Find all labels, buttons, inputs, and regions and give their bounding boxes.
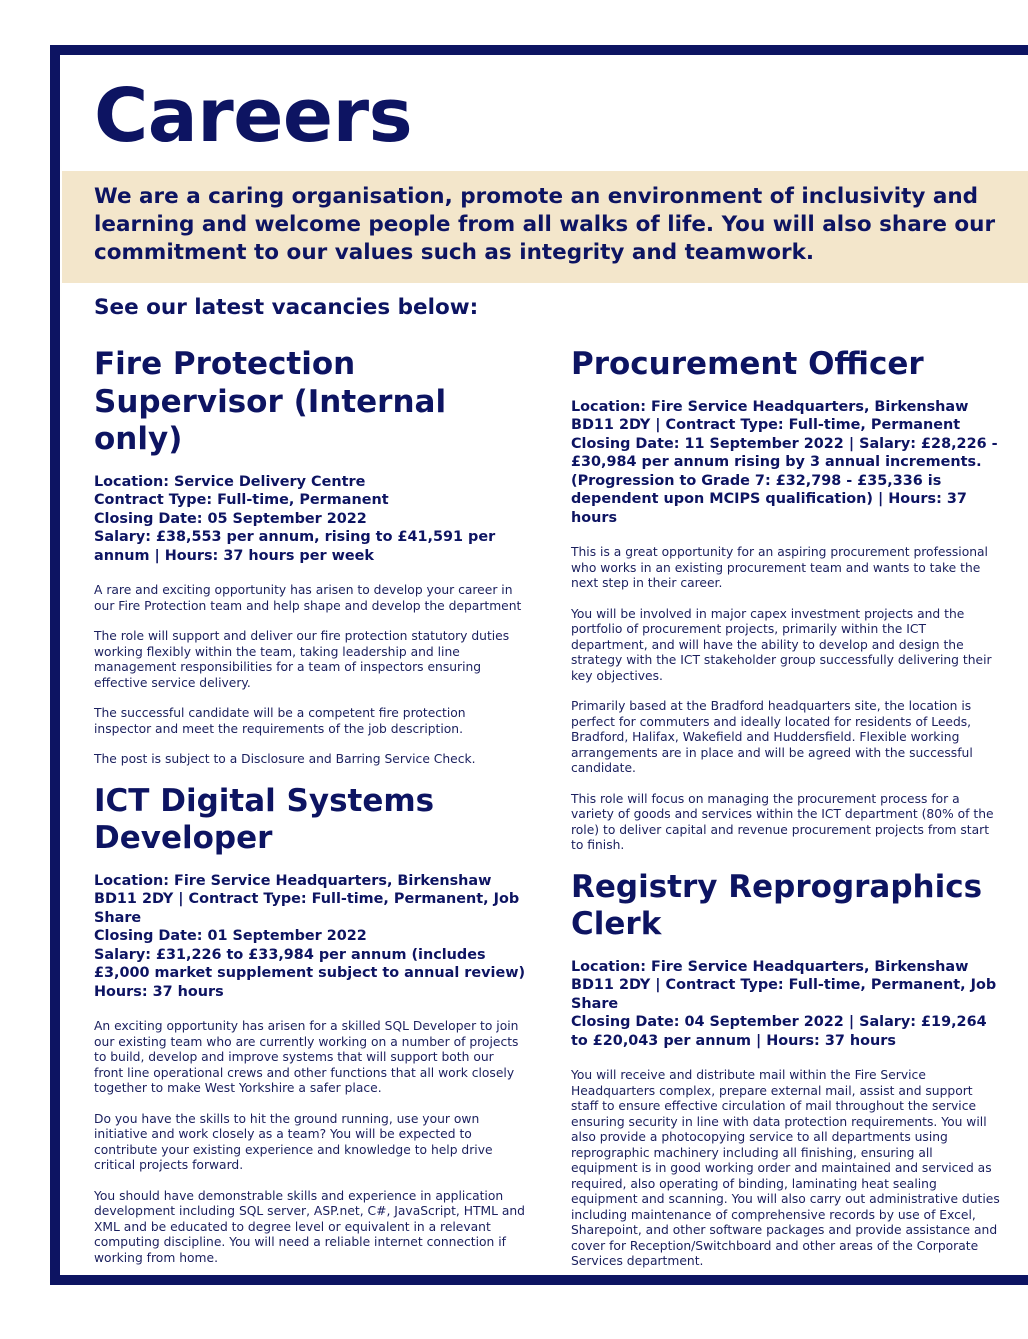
job-registry-reprographics-clerk bbox=[571, 869, 1001, 1270]
job-paragraph: This role will focus on managing the procurement process for a variety of goods and services within the ICT department (80% of the role) to deliver capital and revenue procurement projects from start to finish. bbox=[571, 791, 994, 852]
job-details bbox=[94, 872, 526, 1002]
job-closing-date: Closing Date: 05 September 2022 bbox=[94, 510, 367, 527]
job-contract-type: Contract Type: Full-time, Permanent bbox=[94, 492, 389, 508]
job-description bbox=[571, 545, 1001, 854]
job-paragraph: The post is subject to a Disclosure and Barring Service Check. bbox=[94, 752, 476, 766]
job-title: Fire Protection Supervisor (Internal only) bbox=[94, 346, 447, 457]
vacancies-heading: See our latest vacancies below: bbox=[94, 295, 479, 320]
job-title: Registry Reprographics Clerk bbox=[571, 868, 983, 942]
job-paragraph: Primarily based at the Bradford headquarters site, the location is perfect for commuters and ideally located for residents of Leeds, Bradford, Halifax, Wakefield and Huddersfield. Flexible working arrangements are in place and will be agreed with the successful candidate. bbox=[571, 699, 973, 775]
job-location-contract: Location: Fire Service Headquarters, Birkenshaw BD11 2DY | Contract Type: Full-time, Permanent, Job Share bbox=[571, 958, 997, 1012]
job-description bbox=[94, 583, 526, 768]
job-paragraph: The role will support and deliver our fire protection statutory duties working flexibly within the team, taking leadership and line management responsibilities for a team of inspectors ensuring effective service delivery. bbox=[94, 629, 510, 690]
job-paragraph: You should have demonstrable skills and experience in application development including SQL server, ASP.net, C#, JavaScript, HTML and XML and be educated to degree level or equivalent in a relevant computing discipline. You will need a reliable internet connection if working from home. bbox=[94, 1188, 525, 1265]
job-location-contract: Location: Fire Service Headquarters, Birkenshaw BD11 2DY | Contract Type: Full-time, Permanent, Job Share bbox=[94, 872, 520, 926]
job-location: Location: Service Delivery Centre bbox=[94, 473, 366, 490]
job-details bbox=[571, 958, 1001, 1051]
job-hours: Hours: 37 hours bbox=[94, 983, 224, 1000]
job-description bbox=[94, 1019, 526, 1266]
intro-text: We are a caring organisation, promote an environment of inclusivity and learning and welcome people from all walks of life. You will also share our commitment to our values such as integrity and teamwork. bbox=[94, 184, 996, 265]
job-fire-protection-supervisor bbox=[94, 346, 526, 768]
job-title: ICT Digital Systems Developer bbox=[94, 782, 435, 856]
job-description bbox=[571, 1068, 1001, 1270]
job-paragraph: Do you have the skills to hit the ground running, use your own initiative and work closely as a team? You will be expected to contribute your existing experience and knowledge to help drive critical projects forward. bbox=[94, 1111, 493, 1172]
job-paragraph: You will be involved in major capex investment projects and the portfolio of procurement projects, primarily within the ICT department, and will have the ability to develop and design the strategy with the ICT stakeholder group successfully delivering their key objectives. bbox=[571, 606, 992, 683]
job-paragraph: This is a great opportunity for an aspiring procurement professional who works in an existing procurement team and wants to take the next step in their career. bbox=[571, 545, 988, 590]
intro-banner bbox=[62, 171, 1028, 283]
job-closing-date: Closing Date: 01 September 2022 bbox=[94, 928, 367, 944]
job-details bbox=[571, 398, 1001, 528]
job-paragraph: An exciting opportunity has arisen for a skilled SQL Developer to join our existing team who are currently working on a number of projects to build, develop and improve systems that will support both our front line operational crews and other functions that all work closely together to make West Yorkshire a safer place. bbox=[94, 1019, 519, 1095]
job-paragraph: You will receive and distribute mail within the Fire Service Headquarters complex, prepare external mail, assist and support staff to ensure effective circulation of mail throughout the service ensuring security in line with data protection requirements. You will also provide a photocopying service to all departments using reprographic machinery including all finishing, ensuring all equipment is in good working order and maintained and serviced as required, also operating of binding, laminating heat sealing equipment and scanning. You will also carry out administrative duties including maintenance of comprehensive records by use of Excel, Sharepoint, and other software packages and provide assistance and cover for Reception/Switchboard and other areas of the Corporate Services department. bbox=[571, 1068, 1000, 1268]
job-salary-hours: Salary: £38,553 per annum, rising to £41,591 per annum | Hours: 37 hours per week bbox=[94, 529, 496, 564]
job-location-contract: Location: Fire Service Headquarters, Birkenshaw BD11 2DY | Contract Type: Full-time, Permanent bbox=[571, 398, 969, 433]
right-column bbox=[571, 346, 1001, 1285]
job-closing-salary-hours: Closing Date: 04 September 2022 | Salary: £19,264 to £20,043 per annum | Hours: 37 hours bbox=[571, 1014, 987, 1049]
left-column bbox=[94, 346, 526, 1281]
job-paragraph: The successful candidate will be a competent fire protection inspector and meet the requirements of the job description. bbox=[94, 706, 466, 736]
job-title: Procurement Officer bbox=[571, 346, 924, 382]
job-salary: Salary: £31,226 to £33,984 per annum (includes £3,000 market supplement subject to annual review) bbox=[94, 946, 526, 981]
job-details bbox=[94, 473, 526, 566]
page-title: Careers bbox=[94, 73, 413, 159]
job-procurement-officer bbox=[571, 346, 1001, 854]
job-closing-salary-hours: Closing Date: 11 September 2022 | Salary: £28,226 - £30,984 per annum rising by 3 annual increments. (Progression to Grade 7: £32,798 - £35,336 is dependent upon MCIPS qualification) | Hours: 37 hours bbox=[571, 435, 998, 526]
job-paragraph: A rare and exciting opportunity has arisen to develop your career in our Fire Protection team and help shape and develop the department bbox=[94, 583, 522, 613]
job-ict-digital-systems-developer bbox=[94, 783, 526, 1267]
